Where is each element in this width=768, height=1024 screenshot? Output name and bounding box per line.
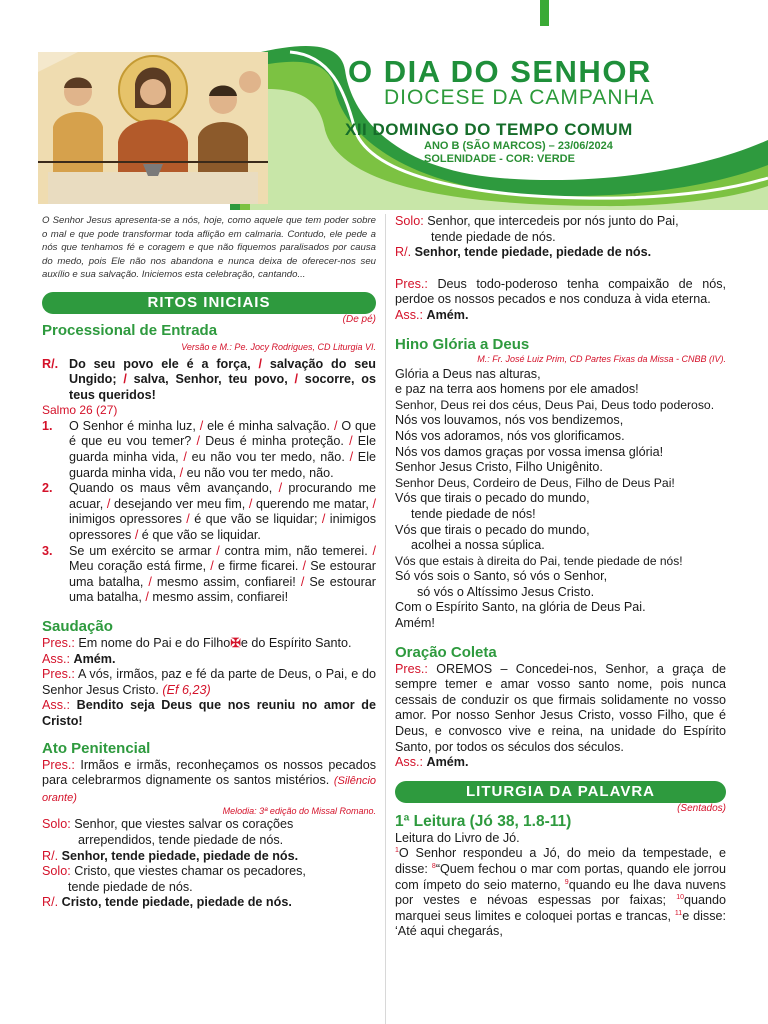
gloria-line: Nós vos adoramos, nós vos glorificamos. [395,428,625,443]
verse-text: O Senhor é minha luz, / ele é minha salvação. / O que é que eu vou temer? / Deus é minha proteção. / Ele guarda minha vida, / eu não vou ter medo, não. / Ele guarda minha vida, / eu não vou ter medo, não. [69,418,377,480]
header-diocese: DIOCESE DA CAMPANHA [384,86,655,109]
gloria-line: Vós que tirais o pecado do mundo, [395,491,590,506]
ato-text: Senhor, que viestes salvar os corações [74,817,294,832]
last-supper-icon [38,52,268,204]
gloria-title: Hino Glória a Deus [395,335,530,353]
ato-pres-text: Irmãos e irmãs, reconheçamos os nossos pecados para celebrarmos dignamente os santos mistérios. [42,757,376,788]
coleta-response [395,755,726,771]
header-year: ANO B (SÃO MARCOS) – 23/06/2024 [424,140,613,152]
verse-1 [42,419,376,481]
verse-2 [42,481,376,543]
verse-number: 2. [42,481,53,496]
verse-number: 1. [42,418,53,433]
processional-credit: Versão e M.: Pe. Jocy Rodrigues, CD Liturgia VI. [181,341,376,352]
saudacao-line-4 [42,698,376,729]
ato-solo-1 [42,817,376,848]
verse-number: 9 [564,878,569,886]
processional-title: Processional de Entrada [42,321,218,339]
verse-text: Se um exército se armar / contra mim, não temerei. / Meu coração está firme, / e firme ficarei. / Se estourar uma batalha, / mesmo assim, confiarei! / Se estourar uma batalha, / mesmo assim, confiarei! [69,543,376,605]
speaker-label: Ass.: [395,307,423,322]
speaker-label: Pres.: [42,636,75,650]
speaker-label: Pres.: [42,667,75,682]
refrain-text: Do seu povo ele é a força, / salvação do seu Ungido; / salva, Senhor, teu povo, / socorre, os teus queridos! [69,356,376,402]
coleta-text: OREMOS – Concedei-nos, Senhor, a graça de sempre temer e amar vosso santo nome, pois nunca cessais de conduzir os que firmais solidamente no vosso amor. Por nosso Senhor Jesus Cristo, vosso Filho, que é Deus, e convosco vive e reina, na unidade do Espírito Santo, por todos os séculos dos séculos. [395,661,726,754]
scripture-reference: (Ef 6,23) [162,682,211,697]
coleta-response-text: Amém. [426,755,469,770]
top-green-tab [540,0,549,26]
gloria-line: e paz na terra aos homens por ele amados! [395,382,639,397]
verse-3 [42,544,376,606]
psalm-title: Salmo 26 (27) [42,403,118,418]
speaker-label: Solo: [42,817,71,832]
saudacao-text: A vós, irmãos, paz e fé da parte de Deus, o Pai, e do Senhor Jesus Cristo. [42,667,376,697]
ato-credit: Melodia: 3ª edição do Missal Romano. [222,806,376,817]
leitura-segment: quando eu lhe dava nuvens por vestes e névoas espessas por faixas; [395,877,726,908]
gloria-line: Vós que estais à direita do Pai, tende piedade de nós! [395,553,683,568]
leitura-segment: e disse: ‘Até aqui chegarás, [395,908,727,939]
silence-note: (Silêncio orante) [42,775,377,804]
gloria-line: Senhor Deus, Cordeiro de Deus, Filho de Deus Pai! [395,475,675,490]
saudacao-text: Bendito seja Deus que nos reuniu no amor de Cristo! [42,698,377,728]
saudacao-text-pre: Em nome do Pai e do Filho [78,636,231,650]
leitura-title: 1ª Leitura (Jó 38, 1.8-11) [395,812,572,830]
verse-number: 3. [42,543,53,558]
gloria-text [395,367,726,632]
ato-text-continued: arrependidos, tende piedade de nós. [78,832,284,847]
gloria-line: tende piedade de nós! [411,506,536,521]
ato-text: Cristo, que viestes chamar os pecadores, [74,864,306,879]
ato-text: Cristo, tende piedade, piedade de nós. [61,895,292,910]
speaker-label: Ass.: [42,651,70,666]
column-divider [385,214,386,1024]
leitura-intro: Leitura do Livro de Jó. [395,830,520,845]
gloria-line: Senhor, Deus rei dos céus, Deus Pai, Deus todo poderoso. [395,397,715,412]
speaker-label: Solo: [42,864,71,879]
gloria-line: Glória a Deus nas alturas, [395,366,541,381]
speaker-label: Ass.: [42,698,70,713]
header-title: O DIA DO SENHOR [348,54,652,89]
saudacao-line-3 [42,667,376,698]
speaker-label: Ass.: [395,755,423,770]
absolution [395,277,726,308]
absolution-text: Deus todo-poderoso tenha compaixão de nós, perdoe os nossos pecados e nos conduza à vida eterna. [395,276,726,307]
leitura-text [395,846,726,940]
gloria-line: acolhei a nossa súplica. [411,538,545,553]
posture-de-pe: (De pé) [342,313,376,325]
verse-number: 10 [676,894,684,901]
saudacao-line-2 [42,652,376,668]
gloria-line: Nós vos louvamos, nós vos bendizemos, [395,413,624,428]
ato-text-continued: tende piedade de nós. [68,879,193,894]
left-column [42,214,376,911]
leitura-segment: “Quem fechou o mar com portas, quando ele jorrou com ímpeto do seio materno, [395,862,727,892]
saudacao-title: Saudação [42,618,113,635]
verse-text: Quando os maus vêm avançando, / procurando me acuar, / desejando ver meu fim, / querendo me matar, / inimigos opressores / é que vão se liquidar; / inimigos opressores / é que vão se liquidar. [69,481,376,543]
liturgia-palavra-banner: LITURGIA DA PALAVRA [395,781,726,803]
gloria-line: Nós vos damos graças por vossa imensa glória! [395,444,664,459]
leitura-segment: O Senhor respondeu a Jó, do meio da tempestade, e disse: [395,846,726,876]
verse-number: 1 [395,847,399,855]
gloria-credit: M.: Fr. José Luiz Prim, CD Partes Fixas da Missa - CNBB (IV). [477,353,726,364]
leitura-segment: quando marquei seus limites e coloquei portas e trancas, [395,893,727,923]
gloria-line: só vós o Altíssimo Jesus Cristo. [417,584,595,599]
intro-text: O Senhor Jesus apresenta-se a nós, hoje, como aquele que tem poder sobre o mal e que pode transformar toda aflição em calmaria. Contudo, ele pede a nós que tenhamos fé e coragem e que não fiquemos paralisados por causa do medo, pois Ele não nos abandona e nunca deixa de oferecer-nos seu auxílio e sua salvação. Iniciemos esta celebração, cantando... [42,215,376,280]
gloria-line: Com o Espírito Santo, na glória de Deus Pai. [395,600,646,615]
ato-response-2 [42,895,376,911]
solo-line [395,214,726,245]
speaker-label: Pres.: [395,661,428,676]
ato-pres [42,758,376,807]
response-text: Senhor, tende piedade, piedade de nós. [414,245,652,260]
verse-number: 11 [674,909,683,917]
speaker-label: R/. [42,848,59,863]
response-line [395,245,726,261]
speaker-label: R/. [42,895,59,910]
ato-penitencial-title: Ato Penitencial [42,739,151,757]
ato-response-1 [42,849,376,865]
saudacao-text: Amém. [73,651,116,666]
gloria-line: Vós que tirais o pecado do mundo, [395,522,590,537]
absolution-response [395,308,726,324]
ato-solo-2 [42,864,376,895]
header-solemnity: SOLENIDADE - COR: VERDE [424,153,575,165]
verse-number: 8 [431,862,436,870]
speaker-label: R/. [395,245,412,260]
gloria-line: Senhor Jesus Cristo, Filho Unigênito. [395,460,603,475]
absolution-response-text: Amém. [426,307,469,322]
header [0,0,768,210]
speaker-label: Pres.: [395,276,428,291]
speaker-label: Pres.: [42,757,75,772]
gloria-line: Só vós sois o Santo, só vós o Senhor, [395,569,608,584]
coleta-title: Oração Coleta [395,643,497,661]
right-column [395,214,726,940]
saudacao-line-1 [42,636,376,652]
refrain-label: R/. [42,356,59,371]
header-sunday: XII DOMINGO DO TEMPO COMUM [345,120,633,139]
saudacao-text-post: e do Espírito Santo. [240,636,352,650]
ato-text: Senhor, tende piedade, piedade de nós. [61,848,299,863]
refrain [42,357,376,404]
ritos-iniciais-banner: RITOS INICIAIS [42,292,376,314]
speaker-label: Solo: [395,214,424,228]
posture-sentados: (Sentados) [677,802,726,814]
gloria-line: Amém! [395,616,435,631]
cross-icon: ✠ [230,636,241,650]
coleta [395,662,726,756]
solo-text: Senhor, que intercedeis por nós junto do Pai, [427,214,679,228]
solo-text-continued: tende piedade de nós. [431,229,556,244]
